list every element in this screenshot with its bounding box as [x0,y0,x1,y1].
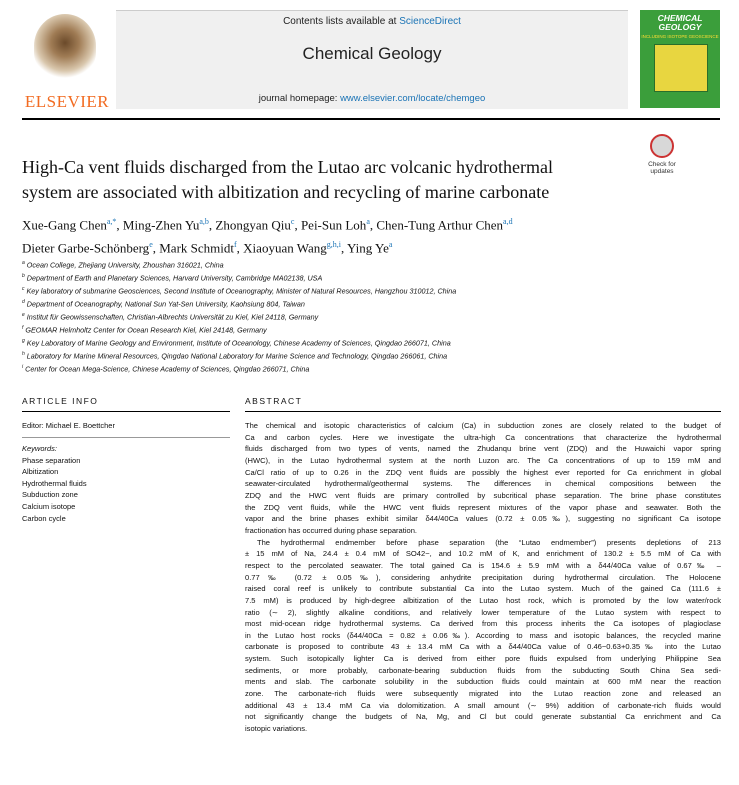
affiliation-item [22,310,722,323]
homepage-link[interactable]: www.elsevier.com/locate/chemgeo [340,93,486,104]
homepage-prefix: journal homepage: [258,93,341,104]
elsevier-logo[interactable] [22,10,112,111]
contents-prefix: Contents lists available at [283,16,400,27]
header-divider [22,118,720,120]
abstract-line: Ca/Cl ratio of up to 0.26 in the ZDQ vent fluids are possibly the highest ever reported for Ca enrichment in global [245,467,721,477]
abstract-line: not significantly change the budgets of Na, Mg, and Cl but could generate substantial Ca enrichment and Ca [245,712,721,722]
affiliation-text: Institut für Geowissenschaften, Christian-Albrechts Universität zu Kiel, Kiel 24118, Germany [26,312,319,322]
publisher-name: ELSEVIER [24,92,110,111]
abstract-line: carbonate is proposed to contribute 43 ± 13.4 mM Ca with a δ44/40Ca value of 0.46−0.63+0.35‰ into the Lutao [245,642,721,652]
journal-title: Chemical Geology [302,44,442,63]
contents-line [116,16,628,27]
abstract-line: respect to the percolated seawater. The total gained Ca is 154.6 ± 5.9 mM with a δ44/40Ca value of 0.67‰ – [245,560,721,570]
abstract-line: the ZDQ vent fluids, while the HWC vent fluids represent mixtures of the vapor phase and seawater. Both the [245,502,721,512]
abstract-line: isotopic variations. [245,724,308,734]
author-name[interactable]: Zhongyan Qiu [215,217,291,233]
author-name[interactable]: Ying Ye [347,240,389,256]
elsevier-tree-icon [34,14,96,78]
affiliation-mark: b [22,272,25,279]
abstract-line: (HWC), in the Lutao hydrothermal system at the north Luzon arc. The Ca concentrations of up to 159 mM and [245,455,721,465]
abstract-line: The hydrothermal endmember before phase separation (the “Lutao endmember”) presents depletions of 213 [257,537,721,547]
affiliation-text: Department of Earth and Planetary Sciences, Harvard University, Cambridge MA02138, USA [26,273,323,283]
journal-cover-image[interactable] [640,10,720,108]
check-for-updates-button[interactable] [642,134,682,180]
abstract-line: most mid-ocean ridge hydrothermal systems. Ca derived from this process inherits the Ca isotopes of plagioclase [245,619,721,629]
keywords-heading: Keywords: [22,444,58,453]
author-name[interactable]: Chen-Tung Arthur Chen [376,217,504,233]
abstract-divider [245,411,721,412]
affiliation-text: Key Laboratory of Marine Geology and Environment, Institute of Oceanology, Chinese Academy of Sciences, Qingdao 266071, China [26,338,451,348]
author-affiliation-mark[interactable]: a,* [106,217,117,226]
keywords-list [22,455,87,525]
abstract-heading: ABSTRACT [245,396,303,406]
title-line: system are associated with albitization and recycling of marine carbonate [22,182,550,202]
abstract-line: zone. The carbonate-rich fluids were subsequently migrated into the Lutao reaction zone and released an [245,689,721,699]
affiliation-mark: h [22,350,25,357]
abstract-line: ± 15 mM of Na, 24.4 ± 0.4 mM of SO42−, and 10.2 mM of K, and enrichment of 130.2 ± 5.5 mM of Ca with [245,549,721,559]
homepage-line [116,93,628,104]
affiliation-item [22,284,722,297]
author-affiliation-mark[interactable]: f [234,240,237,250]
cover-subtitle: INCLUDING ISOTOPE GEOSCIENCE [641,34,719,39]
affiliation-item [22,323,722,336]
author-name[interactable]: Mark Schmidt [159,240,234,256]
affiliation-text: Center for Ocean Mega-Science, Chinese Academy of Sciences, Qingdao 266071, China [25,364,310,374]
keyword-item[interactable]: Phase separation [22,455,81,465]
author-list [22,212,722,259]
check-updates-label: Check for updates [648,161,676,175]
author-affiliation-mark[interactable]: c [290,217,295,226]
abstract-line: ZDQ and the HWC vent fluids are primary controlled by subcritical phase separation. The brine phase constitutes [245,490,721,500]
sciencedirect-link[interactable]: ScienceDirect [399,16,461,27]
affiliation-mark: i [22,363,24,370]
abstract-line: in the Lutao host rocks (δ44/40Ca = 0.82 ± 0.06‰). According to mass and isotopic balances, the recycled marine [245,630,721,640]
author-line: Xue-Gang Chen$^{a,*}$, Ming-Zhen Yu$^{a,b}$, Zhongyan Qiu$^c$, Pei-Sun Loh$^a$, Chen-Tung Arthur Chen$^{a,d}$ [22,217,513,233]
author-name[interactable]: Pei-Sun Loh [300,217,367,233]
affiliation-text: GEOMAR Helmholtz Center for Ocean Research Kiel, Kiel 24148, Germany [25,325,267,335]
affiliation-item [22,258,722,271]
author-affiliation-mark[interactable]: a,b [199,217,209,226]
author-name[interactable]: Xue-Gang Chen [22,217,107,233]
editor-line: Editor: Michael E. Boettcher [22,421,115,430]
abstract-line: ratio (∼ 2), slightly alkaline conditions, and relatively lower temperature of the Lutao system with respect to [245,607,721,617]
affiliation-text: Key laboratory of submarine Geosciences, Second Institute of Oceanography, Minister of Natural Resources, Hangzhou 310012, China [26,286,457,296]
abstract-line: sediments, or more probably, carbonate-bearing subduction fluids from the subducting South China Sea sedi- [245,665,721,675]
abstract-line: seawater-circulated hydrothermal/geothermal systems. The differences in chemical compositions between the [245,479,721,489]
author-affiliation-mark[interactable]: a [366,217,370,226]
affiliation-mark: d [22,298,25,305]
keyword-item[interactable]: Albitization [22,467,59,477]
abstract-line: fluids discharged from two types of vents, named the Zhudanqu brine vent (ZDQ) and the Huwaichi vapor spring [245,444,721,454]
affiliation-text: Ocean College, Zhejiang University, Zhoushan 316021, China [26,260,224,270]
abstract-line: vapor and the brine phases exhibit similar δ44/40Ca values (0.72 ± 0.05‰), suggesting no significant Ca isotope [245,514,721,524]
abstract-line: additional 43 ± 13.4 mM Ca via dolomitization. A small amount (∼ 9%) addition of carbonate-rich fluids would [245,700,721,710]
keywords-block [22,443,87,524]
abstract-text [245,420,721,735]
affiliation-mark: c [22,285,25,292]
author-affiliation-mark[interactable]: a [388,240,393,250]
author-affiliation-mark[interactable]: e [149,240,153,250]
affiliation-item [22,271,722,284]
affiliation-mark: f [22,324,24,331]
abstract-line: raised coral reef is unlikely to contribute substantial Ca into the Lutao system. Much of the gained Ca (111.6 ± [245,584,721,594]
affiliation-item [22,336,722,349]
abstract-line: The chemical and isotopic characteristics of calcium (Ca) in subduction zones are closely related to the budget of [245,421,721,430]
author-affiliation-mark[interactable]: g,h,i [326,240,341,250]
article-title [22,155,632,205]
affiliation-list [22,258,722,375]
cover-title: CHEMICAL GEOLOGY [657,13,703,32]
check-updates-icon [650,134,674,158]
affiliation-item [22,362,722,375]
abstract-line: system. Such isotopically lighter Ca is derived from either pore fluids expulsed from underlying Philippine Sea [245,654,721,664]
article-info-heading: ARTICLE INFO [22,396,99,406]
affiliation-mark: g [22,337,25,344]
abstract-line: 7.5 mM) is produced by high-degree albitization of the Lutao host rock, which is promoted by the low water/rock [245,595,721,605]
abstract-line: ments and slab. The carbonate solubility in the subduction fluids could maintain at 600 mM near the reaction [245,677,721,687]
affiliation-item [22,349,722,362]
article-info-divider [22,411,230,412]
abstract-line: Ca and carbon cycles. Here we investigate the ultra-high Ca concentrations that characterize the hydrothermal [245,432,721,442]
affiliation-mark: e [22,311,25,318]
keyword-item[interactable]: Subduction zone [22,490,78,500]
keywords-divider [22,437,230,438]
affiliation-text: Department of Oceanography, National Sun Yat-Sen University, Kaohsiung 804, Taiwan [26,299,305,309]
abstract-line: 0.77‰ (0.72 ± 0.05‰), considering anhydrite precipitation during hydrothermal circulation. The Holocene [245,572,721,582]
keyword-item[interactable]: Calcium isotope [22,501,76,511]
author-affiliation-mark[interactable]: a,d [503,217,513,226]
keyword-item[interactable]: Hydrothermal fluids [22,478,87,488]
affiliation-item [22,297,722,310]
author-line: Dieter Garbe-Schönberg$^e$, Mark Schmidt$^f$, Xiaoyuan Wang$^{g,h,i}$, Ying Ye$^a$ [22,240,393,256]
keyword-item[interactable]: Carbon cycle [22,513,66,523]
abstract-line: fractionation has occurred during phase separation. [245,525,418,535]
author-name[interactable]: Dieter Garbe-Schönberg [22,240,150,256]
author-name[interactable]: Ming-Zhen Yu [122,217,200,233]
author-name[interactable]: Xiaoyuan Wang [243,240,327,256]
title-line: High-Ca vent fluids discharged from the Lutao arc volcanic hydrothermal [22,157,553,177]
affiliation-text: Laboratory for Marine Mineral Resources, Qingdao National Laboratory for Marine Science and Technology, Qingdao 266061, China [26,351,448,361]
affiliation-mark: a [22,260,25,266]
cover-picture [654,44,708,92]
